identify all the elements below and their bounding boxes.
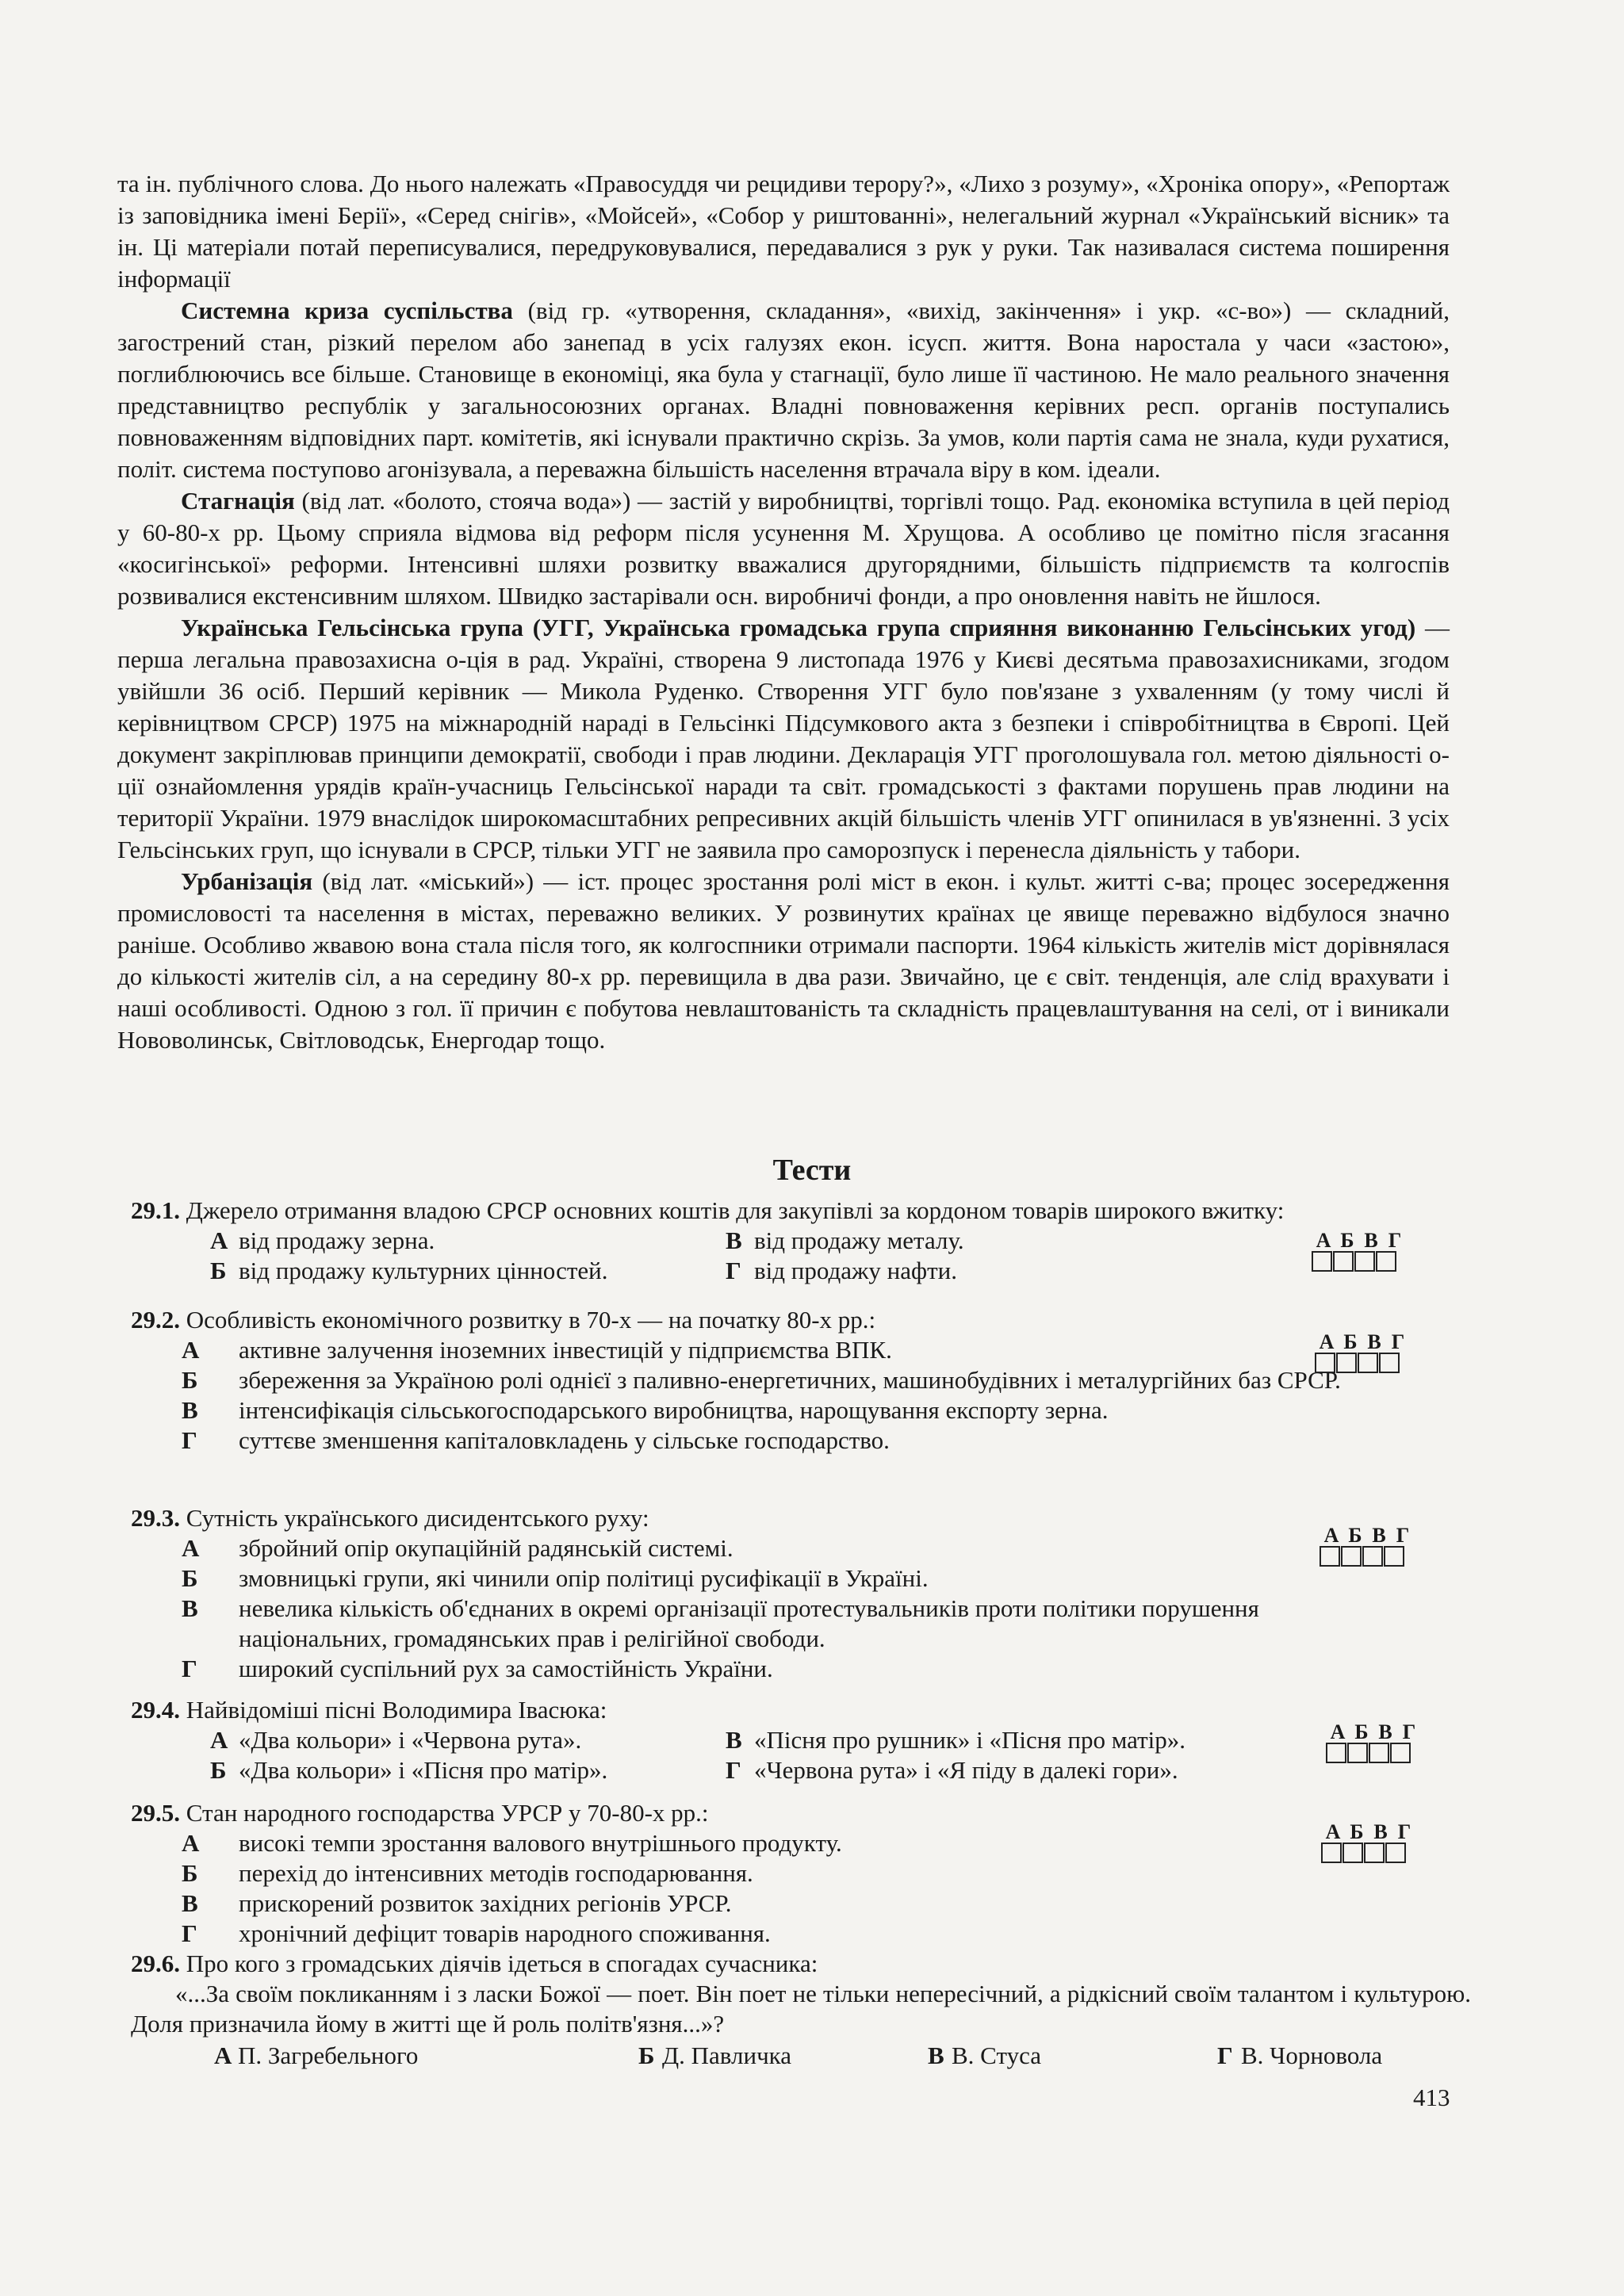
option-letter: А [210, 1726, 228, 1754]
options [210, 1226, 1439, 1286]
option-v [182, 1395, 1368, 1425]
option-v [182, 1594, 1336, 1654]
question-text: Сутність українського дисидентського руху: [180, 1504, 649, 1532]
answer-grid[interactable] [1326, 1722, 1421, 1763]
option-text: широкий суспільний рух за самостійність України. [239, 1655, 773, 1682]
option-text: В. Чорновола [1241, 2042, 1383, 2069]
question-text: Про кого з громадських діячів ідеться в спогадах сучасника: [180, 1950, 818, 1977]
answer-letter: А [1319, 1330, 1335, 1353]
question-number: 29.1. [131, 1196, 180, 1224]
option-letter: В [182, 1396, 198, 1424]
answer-cell[interactable] [1369, 1743, 1389, 1763]
option-letter: Г [182, 1919, 197, 1947]
answer-cell[interactable] [1376, 1251, 1396, 1272]
answer-cell[interactable] [1385, 1843, 1406, 1863]
glossary-text [117, 168, 1450, 1056]
option-b [210, 1256, 726, 1286]
question-number: 29.5. [131, 1799, 180, 1827]
answer-cell[interactable] [1362, 1546, 1383, 1567]
question-29-4 [131, 1695, 1439, 1785]
question-number: 29.6. [131, 1950, 180, 1977]
option-letter: Б [182, 1366, 198, 1394]
answer-letter: В [1378, 1720, 1392, 1743]
option-g [726, 1256, 1281, 1286]
answer-cell[interactable] [1379, 1353, 1400, 1373]
question-stem [131, 1305, 1439, 1335]
option-letter: В [182, 1594, 198, 1622]
answer-letter: А [1325, 1820, 1341, 1843]
definition-systemic-crisis [117, 295, 1450, 485]
option-a [182, 1533, 1336, 1563]
answer-letter: Б [1348, 1524, 1362, 1547]
option-text: хронічний дефіцит товарів народного споживання. [239, 1919, 771, 1947]
question-stem [131, 1503, 1439, 1533]
option-b [182, 1365, 1368, 1395]
answer-letter: А [1330, 1720, 1346, 1743]
answer-letter: Б [1354, 1720, 1369, 1743]
answer-cell[interactable] [1358, 1353, 1378, 1373]
option-text: від продажу металу. [754, 1226, 964, 1254]
answer-cell[interactable] [1384, 1546, 1404, 1567]
option-b [638, 2041, 928, 2071]
page-number: 413 [1413, 2084, 1450, 2111]
answer-letter: Г [1391, 1330, 1405, 1353]
definition-stagnation [117, 485, 1450, 612]
question-number: 29.3. [131, 1504, 180, 1532]
question-29-6 [131, 1949, 1471, 2071]
answer-cell[interactable] [1347, 1743, 1368, 1763]
question-29-1 [131, 1196, 1439, 1286]
answer-cell[interactable] [1341, 1546, 1362, 1567]
option-letter: Г [726, 1756, 741, 1784]
option-text: збройний опір окупаційній радянській системі. [239, 1534, 733, 1562]
option-a [210, 1226, 726, 1256]
option-letter: Б [210, 1756, 227, 1784]
option-text: суттєве зменшення капіталовкладень у сільське господарство. [239, 1426, 890, 1454]
answer-letter: В [1367, 1330, 1381, 1353]
answer-letter: Г [1388, 1229, 1402, 1252]
option-v [726, 1725, 1281, 1755]
option-letter: А [182, 1534, 200, 1562]
options [214, 2041, 1471, 2071]
option-a [182, 1335, 1368, 1365]
option-text: В. Стуса [952, 2042, 1041, 2069]
option-text: збереження за Україною ролі однієї з паливно-енергетичних, машинобудівних і металургійних баз СРСР. [239, 1366, 1341, 1394]
term: Системна криза суспільства [181, 297, 513, 324]
option-text: П. Загребельного [238, 2042, 419, 2069]
term: Урбанізація [181, 867, 313, 895]
option-v [928, 2041, 1217, 2071]
question-text: Стан народного господарства УРСР у 70-80-х рр.: [180, 1799, 709, 1827]
answer-letter: В [1372, 1524, 1386, 1547]
question-29-5 [131, 1798, 1439, 1949]
answer-letter: В [1364, 1229, 1378, 1252]
option-letter: Б [210, 1257, 227, 1284]
option-letter: Б [182, 1564, 198, 1592]
answer-letter: Б [1350, 1820, 1364, 1843]
option-text: від продажу нафти. [754, 1257, 957, 1284]
answer-cell[interactable] [1333, 1251, 1354, 1272]
option-letter: В [182, 1889, 198, 1917]
answer-grid[interactable] [1320, 1525, 1415, 1567]
options [182, 1335, 1368, 1456]
term: Стагнація [181, 487, 295, 515]
options [210, 1725, 1439, 1785]
option-text: «Червона рута» і «Я піду в далекі гори». [754, 1756, 1178, 1784]
option-a [210, 1725, 726, 1755]
option-letter: А [210, 1226, 228, 1254]
option-letter: Г [1217, 2042, 1233, 2069]
option-g [182, 1654, 1336, 1684]
answer-letter: А [1316, 1229, 1331, 1252]
answer-cell[interactable] [1312, 1251, 1332, 1272]
answer-cell[interactable] [1320, 1546, 1340, 1567]
answer-cell[interactable] [1354, 1251, 1375, 1272]
definition-urbanization [117, 866, 1450, 1056]
option-b [182, 1563, 1336, 1594]
answer-cell[interactable] [1336, 1353, 1357, 1373]
section-title: Тести [772, 1154, 852, 1187]
option-letter: А [182, 1829, 200, 1857]
answer-cell[interactable] [1342, 1843, 1363, 1863]
answer-letter: А [1323, 1524, 1339, 1547]
answer-letter: Б [1340, 1229, 1354, 1252]
answer-letter: Г [1397, 1820, 1411, 1843]
question-stem [131, 1798, 1439, 1828]
option-text: активне залучення іноземних інвестицій у підприємства ВПК. [239, 1336, 892, 1364]
option-letter: В [726, 1226, 742, 1254]
question-number: 29.2. [131, 1306, 180, 1334]
answer-grid[interactable] [1315, 1332, 1410, 1373]
option-text: високі темпи зростання валового внутрішнього продукту. [239, 1829, 842, 1857]
option-g [726, 1755, 1281, 1785]
question-29-3 [131, 1503, 1439, 1684]
definition-text: (від лат. «болото, стояча вода») — застій у виробництві, торгівлі тощо. Рад. економіка вступила в цей період у 60-80-х рр. Цьому сприяла відмова від реформ після усунення М. Хрущова. А особливо це помітно після згасання «косигінської» реформи. Інтенсивні шляхи розвитку вважалися другорядними, більшість підприємств та колгоспів розвивалися екстенсивним шляхом. Швидко застарівали осн. виробничі фонди, а про оновлення навіть не йшлося. [117, 487, 1450, 610]
option-text: «Два кольори» і «Червона рута». [239, 1726, 582, 1754]
answer-cell[interactable] [1315, 1353, 1335, 1373]
answer-letter: Г [1396, 1524, 1410, 1547]
answer-letter: Б [1343, 1330, 1358, 1353]
definition-text: (від лат. «міський») — іст. процес зростання ролі міст в екон. і культ. житті с-ва; процес зосередження промисловості та населення в містах, переважно великих. У розвинутих країнах це явище переважно відбулося значно раніше. Особливо жвавою вона стала після того, як колгоспники отримали паспорти. 1964 кількість жителів міст дорівнялася до кількості жителів сіл, а на середину 80-х рр. перевищила в два рази. Звичайно, це є світ. тенденція, але слід врахувати і наші особливості. Одною з гол. її причин є побутова невлаштованість та складність працевлаштування на селі, от і виникали Нововолинськ, Світловодськ, Енергодар тощо. [117, 867, 1450, 1054]
option-text: прискорений розвиток західних регіонів УРСР. [239, 1889, 732, 1917]
option-text: інтенсифікація сільськогосподарського виробництва, нарощування експорту зерна. [239, 1396, 1109, 1424]
question-stem [131, 1695, 1439, 1725]
question-29-2 [131, 1305, 1439, 1456]
option-text: перехід до інтенсивних методів господарювання. [239, 1859, 753, 1887]
answer-letter: Г [1402, 1720, 1416, 1743]
option-letter: В [726, 1726, 742, 1754]
answer-grid[interactable] [1321, 1822, 1416, 1863]
option-text: від продажу зерна. [239, 1226, 435, 1254]
option-a [182, 1828, 1336, 1858]
option-v [726, 1226, 1281, 1256]
option-g [182, 1919, 1336, 1949]
option-text: від продажу культурних цінностей. [239, 1257, 608, 1284]
option-text: «Пісня про рушник» і «Пісня про матір». [754, 1726, 1185, 1754]
answer-grid[interactable] [1312, 1230, 1407, 1272]
option-letter: А [214, 2042, 232, 2069]
answer-cell[interactable] [1321, 1843, 1342, 1863]
answer-letter: В [1373, 1820, 1388, 1843]
question-text: Джерело отримання владою СРСР основних коштів для закупівлі за кордоном товарів широкого вжитку: [180, 1196, 1285, 1224]
question-stem [131, 1949, 1471, 1979]
answer-cell[interactable] [1326, 1743, 1346, 1763]
option-text: «Два кольори» і «Пісня про матір». [239, 1756, 608, 1784]
definition-text: (від гр. «утворення, складання», «вихід, закінчення» і укр. «с-во») — складний, загострений стан, різкий перелом або занепад в усіх галузях екон. ісусп. життя. Вона наростала у часи «застою», поглиблюючись все більше. Становище в економіці, яка була у стагнації, було лише її частиною. Не мало реального значення представництво республік у загальносоюзних органах. Владні повноваження керівних респ. органів поступались повноваженням відповідних парт. комітетів, які існували практично скрізь. За умов, коли партія сама не знала, куди рухатися, політ. система поступово агонізувала, а переважна більшість населення втрачала віру в ком. ідеали. [117, 297, 1450, 483]
term: Українська Гельсінська група (УГГ, Українська громадська група сприяння виконанню Гельсінських угод) [181, 614, 1416, 641]
definition-text: — перша легальна правозахисна о-ція в рад. Україні, створена 9 листопада 1976 у Києві десятьма правозахисниками, згодом увійшли 36 осіб. Перший керівник — Микола Руденко. Створення УГГ було пов'язане з ухваленням (у тому числі й керівництвом СРСР) 1975 на міжнародній нараді в Гельсінкі Підсумкового акта з безпеки і співробітництва в Європі. Цей документ закріплював принципи демократії, свободи і прав людини. Декларація УГГ проголошувала гол. метою діяльності о-ції ознайомлення урядів країн-учасниць Гельсінської наради та світ. громадськості з фактами порушень прав людини на території України. 1979 внаслідок широкомасштабних репресивних акцій більшість членів УГГ опинилася в ув'язненні. З усіх Гельсінських груп, що існували в СРСР, тільки УГГ не заявила про саморозпуск і перенесла діяльність у табори. [117, 614, 1450, 863]
option-text: змовницькі групи, які чинили опір політиці русифікації в Україні. [239, 1564, 929, 1592]
option-text: Д. Павличка [662, 2042, 792, 2069]
question-text: Особливість економічного розвитку в 70-х — на початку 80-х рр.: [180, 1306, 876, 1334]
definition-helsinki-group [117, 612, 1450, 866]
question-number: 29.4. [131, 1696, 180, 1724]
answer-cell[interactable] [1364, 1843, 1385, 1863]
option-letter: Г [182, 1426, 197, 1454]
option-letter: Б [638, 2042, 655, 2069]
option-b [210, 1755, 726, 1785]
question-stem [131, 1196, 1439, 1226]
option-letter: В [928, 2042, 944, 2069]
option-text: невелика кількість об'єднаних в окремі організації протестувальників проти політики порушення національних, громадянських прав і релігійної свободи. [239, 1594, 1259, 1652]
option-g [182, 1425, 1368, 1456]
intro-paragraph: та ін. публічного слова. До нього належать «Правосуддя чи рецидиви терору?», «Лихо з розуму», «Хроніка опору», «Репортаж із заповідника імені Берії», «Серед снігів», «Мойсей», «Собор у риштованні», нелегальний журнал «Український вісник» та ін. Ці матеріали потай переписувалися, передруковувалися, передавалися з рук у руки. Так називалася система поширення інформації [117, 170, 1450, 293]
option-a [214, 2041, 638, 2071]
option-letter: А [182, 1336, 200, 1364]
question-text: Найвідоміші пісні Володимира Івасюка: [180, 1696, 607, 1724]
option-v [182, 1888, 1336, 1919]
answer-cell[interactable] [1390, 1743, 1411, 1763]
option-letter: Г [726, 1257, 741, 1284]
question-quote: «...За своїм покликанням і з ласки Божої — поет. Він поет не тільки непересічний, а рідкісний своїм талантом і культурою. Доля призначила йому в житті ще й роль політв'язня...»? [131, 1980, 1471, 2038]
options [182, 1533, 1336, 1684]
option-g [1217, 2041, 1382, 2071]
option-letter: Г [182, 1655, 197, 1682]
options [182, 1828, 1336, 1949]
option-letter: Б [182, 1859, 198, 1887]
option-b [182, 1858, 1336, 1888]
